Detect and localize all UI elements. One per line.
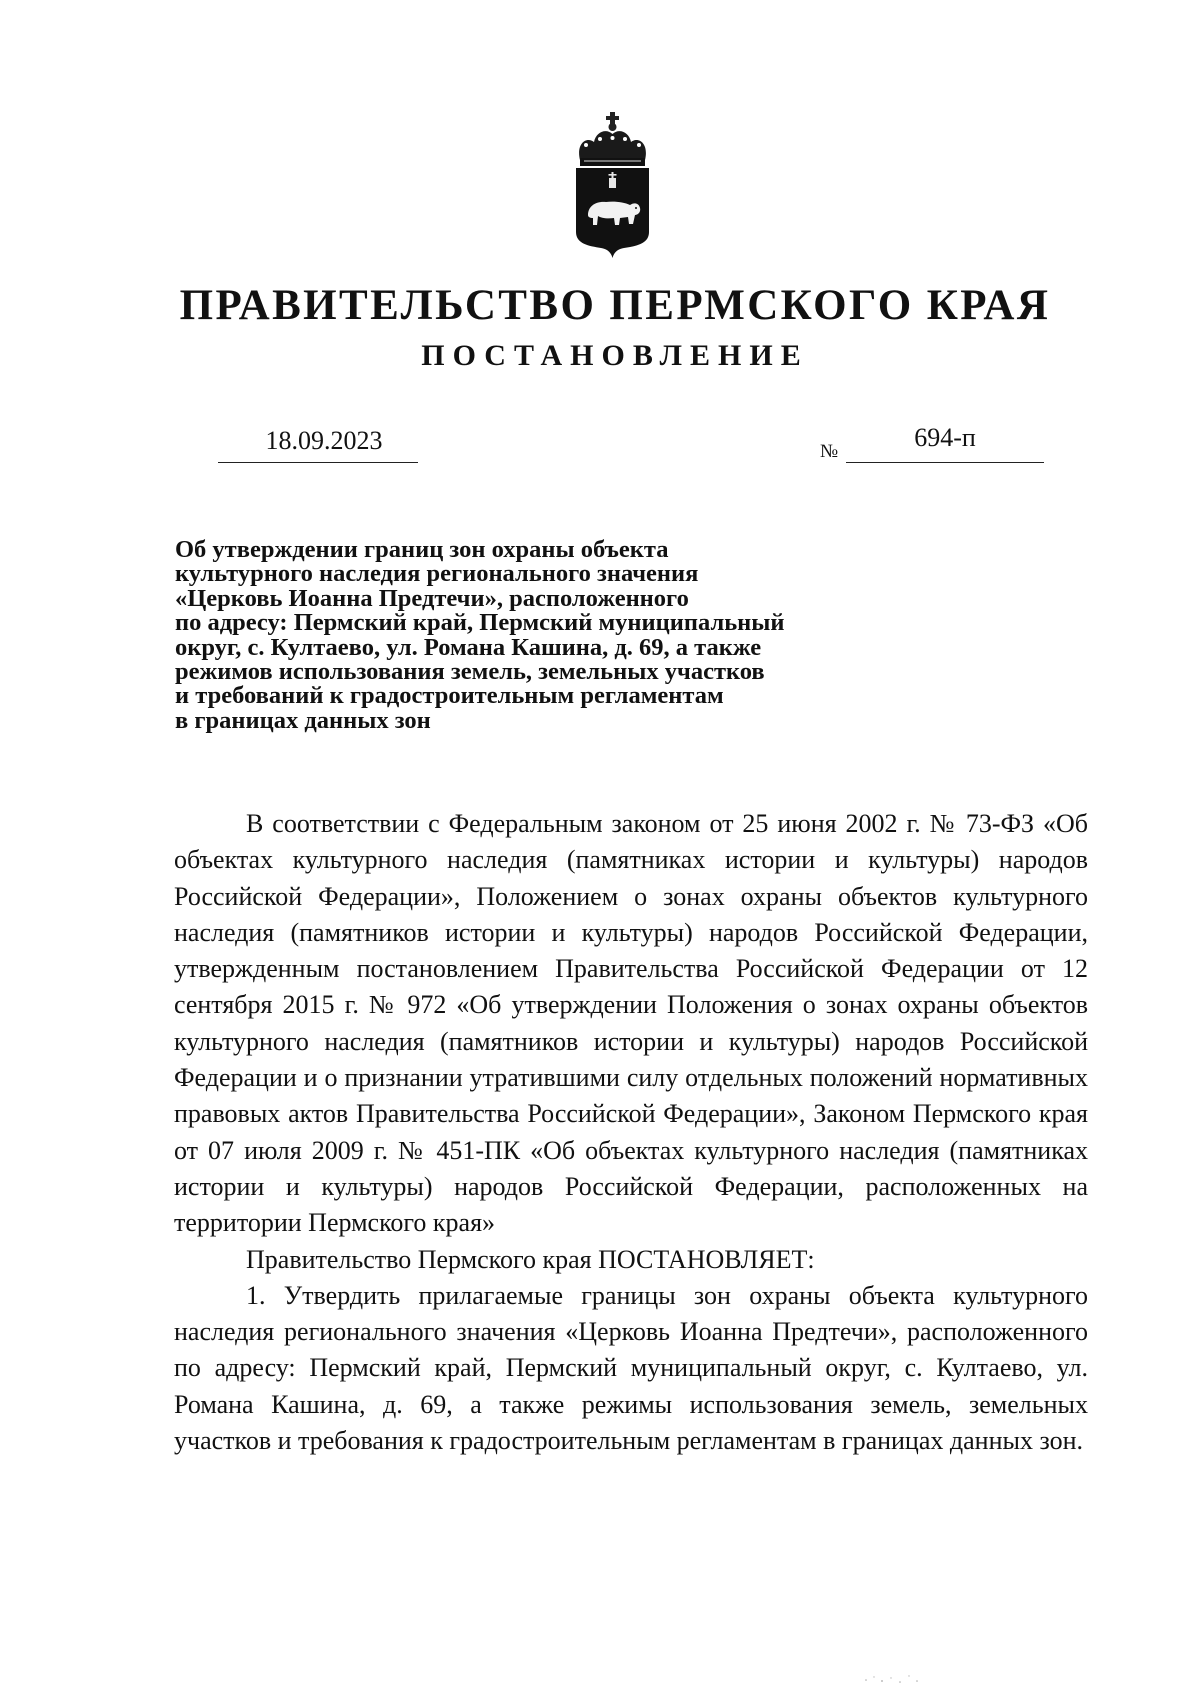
government-title: ПРАВИТЕЛЬСТВО ПЕРМСКОГО КРАЯ	[179, 282, 1051, 329]
heading-line: культурного наследия регионального значения	[175, 560, 699, 588]
heading-line: режимов использования земель, земельных участков	[175, 658, 765, 686]
number-underline	[846, 462, 1044, 463]
document-body	[174, 806, 1088, 1459]
date-underline	[218, 462, 418, 463]
preamble-paragraph: В соответствии с Федеральным законом от 25 июня 2002 г. № 73-ФЗ «Об объектах культурного наследия (памятниках истории и культуры) народов Российской Федерации», Положением о зонах охраны объектов культурного наследия (памятников истории и культуры) народов Российской Федерации, утвержденным постановлением Правительства Российской Федерации от 12 сентября 2015 г. № 972 «Об утверждении Положения о зонах охраны объектов культурного наследия (памятников истории и культуры) народов Российской Федерации и о признании утратившими силу отдельных положений нормативных правовых актов Правительства Российской Федерации», Законом Пермского края от 07 июля 2009 г. № 451-ПК «Об объектах культурного наследия (памятниках истории и культуры) народов Российской Федерации, расположенных на территории Пермского края»	[174, 809, 1088, 1238]
heading-line: округ, с. Култаево, ул. Романа Кашина, д. 69, а также	[175, 633, 762, 661]
heading-line: по адресу: Пермский край, Пермский муниципальный	[175, 609, 785, 637]
number-sign: №	[820, 441, 839, 462]
heading-line: «Церковь Иоанна Предтечи», расположенного	[175, 584, 689, 612]
document-heading	[175, 538, 895, 733]
heading-line: Об утверждении границ зон охраны объекта	[175, 536, 669, 563]
scan-noise	[862, 1672, 922, 1686]
item-1-paragraph: 1. Утвердить прилагаемые границы зон охраны объекта культурного наследия регионального значения «Церковь Иоанна Предтечи», расположенного по адресу: Пермский край, Пермский муниципальный округ, с. Култаево, ул. Романа Кашина, д. 69, а также режимы использования земель, земельных участков и требования к градостроительным регламентам в границах данных зон.	[174, 1280, 1088, 1456]
coat-of-arms-icon	[570, 112, 655, 262]
resolution-clause: Правительство Пермского края ПОСТАНОВЛЯЕТ:	[246, 1244, 815, 1274]
heading-line: и требований к градостроительным регламентам	[175, 682, 724, 710]
heading-line: в границах данных зон	[175, 706, 431, 734]
document-date: 18.09.2023	[265, 426, 383, 455]
document-type: ПОСТАНОВЛЕНИЕ	[421, 339, 809, 372]
document-number: 694-п	[914, 423, 976, 452]
